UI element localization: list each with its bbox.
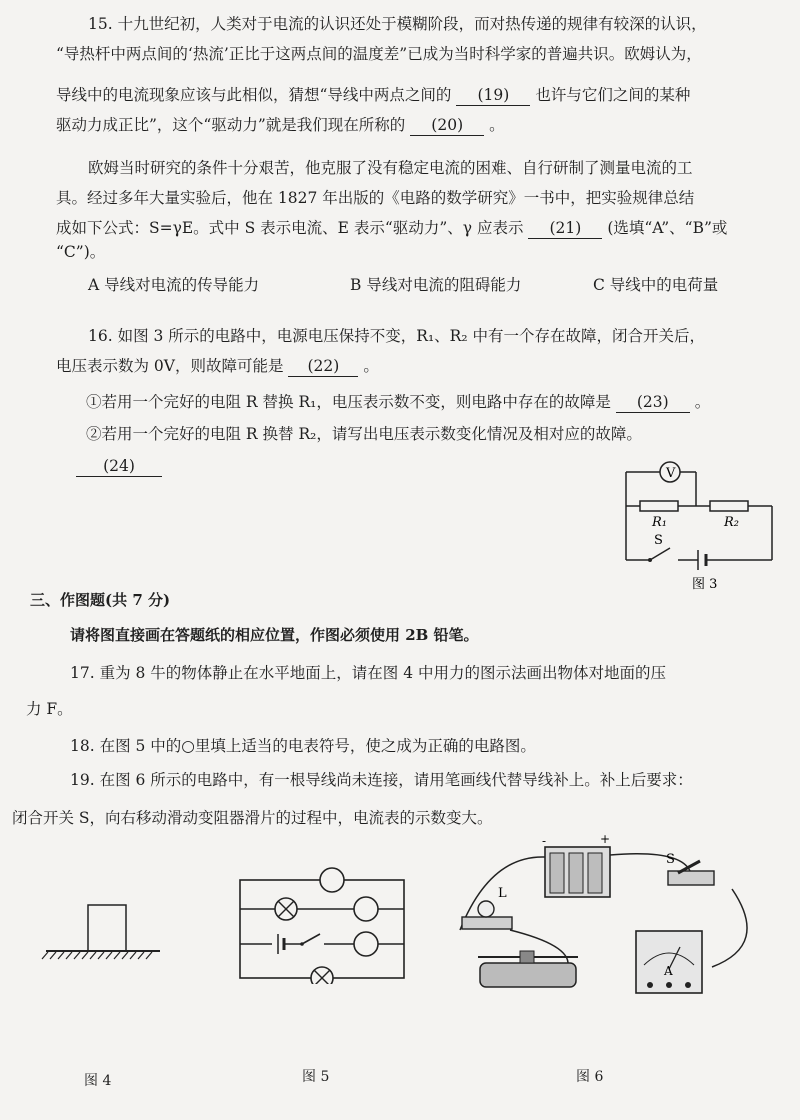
r1-label: R₁ — [652, 515, 667, 530]
switch-label: S — [654, 533, 663, 548]
q15-line-5: 欧姆当时研究的条件十分艰苦，他克服了没有稳定电流的困难、自行研制了测量电流的工 — [88, 159, 693, 177]
lamp-l-label: L — [498, 886, 507, 901]
hatch-mark — [66, 952, 72, 959]
q17-line-1: 17. 重为 8 牛的物体静止在水平地面上，请在图 4 中用力的图示法画出物体对地面的压 — [70, 664, 667, 682]
q16-line-4: ②若用一个完好的电阻 R 换替 R₂，请写出电压表示数变化情况及相对应的故障。 — [86, 425, 642, 443]
q15-line-7 — [56, 218, 727, 239]
hatch-mark — [138, 952, 144, 959]
hatch-mark — [58, 952, 64, 959]
section-3-instruction: 请将图直接画在答题纸的相应位置，作图必须使用 2B 铅笔。 — [70, 626, 479, 644]
figure-3-caption: 图 3 — [692, 577, 718, 592]
q19-line-2: 闭合开关 S，向右移动滑动变阻器滑片的过程中，电流表的示数变大。 — [12, 809, 493, 827]
hatch-mark — [114, 952, 120, 959]
q16-line-2 — [56, 356, 379, 377]
meter-slot-1[interactable] — [320, 868, 344, 892]
switch-s-label: S — [666, 852, 675, 867]
battery-minus-label: - — [542, 835, 547, 848]
q16-line-5 — [76, 456, 162, 477]
figure-6-physical-circuit — [450, 835, 770, 1015]
q15-line-2: “导热杆中两点间的‘热流’正比于这两点间的温度差”已成为当时科学家的普遍共识。欧姆认为， — [56, 45, 702, 63]
ammeter-a-label: A — [664, 964, 673, 978]
q15-text-4b: 。 — [489, 116, 505, 134]
hatch-mark — [90, 952, 96, 959]
meter-slot-3[interactable] — [354, 932, 378, 956]
q16-line-3 — [86, 392, 710, 413]
hatch-mark — [130, 952, 136, 959]
hatch-mark — [42, 952, 48, 959]
rheostat — [478, 951, 578, 987]
r2-label: R₂ — [724, 515, 739, 530]
resistor-r1 — [640, 501, 678, 511]
q15-line-1: 15. 十九世纪初，人类对于电流的认识还处于模糊阶段，而对热传递的规律有较深的认识， — [88, 15, 707, 33]
meter-slot-2[interactable] — [354, 897, 378, 921]
q15-text-4a: 驱动力成正比”，这个“驱动力”就是我们现在所称的 — [56, 116, 406, 134]
option-a: A 导线对电流的传导能力 — [88, 276, 260, 294]
q16-text-2b: 。 — [363, 357, 379, 375]
q15-line-6: 具。经过多年大量实验后，他在 1827 年出版的《电路的数学研究》一书中，把实验规律总结 — [56, 189, 695, 207]
q16-text-2a: 电压表示数为 0V，则故障可能是 — [56, 357, 284, 375]
figure-6-caption: 图 6 — [576, 1069, 604, 1085]
blank-23[interactable]: (23) — [616, 392, 690, 413]
q19-line-1: 19. 在图 6 所示的电路中，有一根导线尚未连接，请用笔画线代替导线补上。补上后要求： — [70, 771, 693, 789]
figure-4-block-on-ground — [40, 895, 165, 965]
q15-text-7b: (选填“A”、“B”或 — [607, 219, 728, 237]
lamp-2 — [311, 967, 333, 984]
hatch-mark — [122, 952, 128, 959]
hatch-mark — [98, 952, 104, 959]
blank-24[interactable]: (24) — [76, 456, 162, 477]
q16-text-3b: 。 — [694, 393, 711, 411]
option-b: B 导线对电流的阻碍能力 — [350, 276, 522, 294]
lamp-holder — [462, 901, 512, 929]
section-3-heading: 三、作图题(共 7 分) — [30, 591, 171, 609]
lamp-1 — [275, 898, 297, 920]
blank-21[interactable]: (21) — [528, 218, 602, 239]
hatch-mark — [106, 952, 112, 959]
hatch-mark — [74, 952, 80, 959]
ground-hatch — [42, 952, 152, 959]
hatch-mark — [50, 952, 56, 959]
battery-pack — [545, 847, 610, 897]
resistor-r2 — [710, 501, 748, 511]
blank-19[interactable]: (19) — [456, 85, 530, 106]
q17-line-2: 力 F。 — [26, 700, 73, 718]
battery-plus-label: + — [600, 835, 611, 846]
q15-text-7a: 成如下公式：S=γE。式中 S 表示电流、E 表示“驱动力”、γ 应表示 — [56, 219, 524, 237]
q15-text-3a: 导线中的电流现象应该与此相似，猜想“导线中两点之间的 — [56, 86, 452, 104]
ammeter — [636, 931, 702, 993]
hatch-mark — [82, 952, 88, 959]
q15-line-4 — [56, 115, 505, 136]
q18-line: 18. 在图 5 中的○里填上适当的电表符号，使之成为正确的电路图。 — [70, 737, 536, 755]
q15-line-3 — [56, 85, 690, 106]
q16-line-1: 16. 如图 3 所示的电路中，电源电压保持不变，R₁、R₂ 中有一个存在故障，闭合开关后， — [88, 327, 705, 345]
figure-5-caption: 图 5 — [302, 1069, 330, 1085]
figure-3-circuit — [620, 452, 780, 592]
block — [88, 905, 126, 951]
blank-22[interactable]: (22) — [288, 356, 358, 377]
voltmeter-label: V — [666, 466, 676, 481]
q15-line-8: “C”)。 — [56, 243, 106, 261]
q15-text-3b: 也许与它们之间的某种 — [535, 86, 691, 104]
option-c: C 导线中的电荷量 — [593, 276, 719, 294]
hatch-mark — [146, 952, 152, 959]
figure-4-caption: 图 4 — [84, 1073, 112, 1089]
blank-20[interactable]: (20) — [410, 115, 484, 136]
figure-5-circuit — [232, 862, 412, 984]
q16-text-3a: ①若用一个完好的电阻 R 替换 R₁，电压表示数不变，则电路中存在的故障是 — [86, 393, 611, 411]
